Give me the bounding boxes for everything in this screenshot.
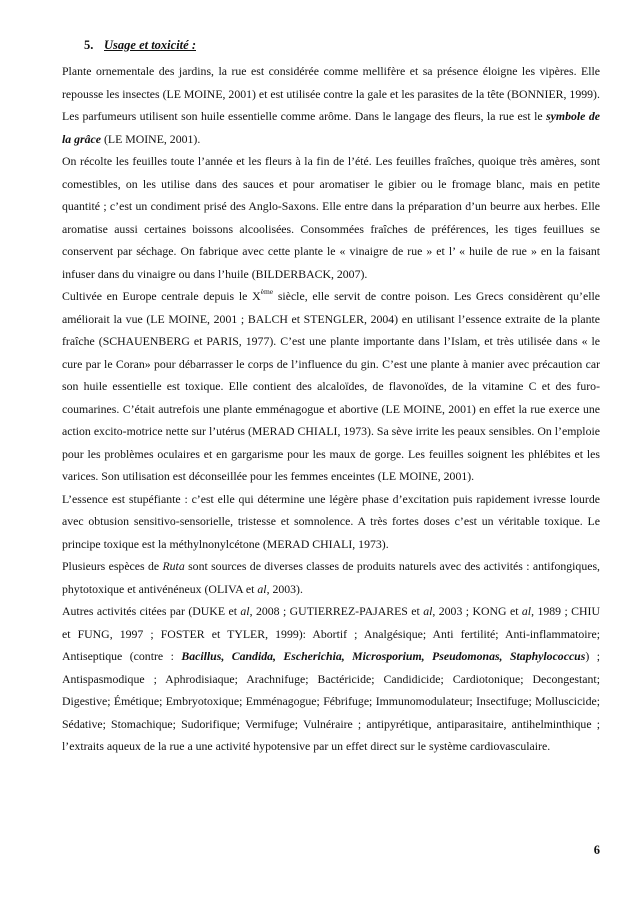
paragraph-text: Plusieurs espèces de — [62, 559, 163, 573]
italic-text: Ruta — [162, 559, 185, 573]
paragraph-text: , 2008 ; GUTIERREZ-PAJARES et — [249, 604, 424, 618]
paragraph-text: , 2003). — [266, 581, 303, 596]
paragraph-text: (LE MOINE, 2001). — [101, 131, 201, 146]
italic-text: al — [423, 604, 433, 618]
paragraph-perfume — [62, 105, 600, 150]
superscript: ème — [260, 287, 274, 296]
section-title: Usage et toxicité : — [104, 38, 196, 52]
bacteria-list: Bacillus, Candida, Escherichia, Microsporium, Pseudomonas, Staphylococcus — [181, 649, 586, 663]
section-heading — [84, 38, 196, 53]
emphasis-text: symbole de la grâce — [62, 109, 600, 146]
paragraph-text: , 1989 ; CHIU et FUNG, 1997 ; FOSTER et TYLER, 1999): Abortif ; Analgésique; Anti fertilité; Anti-inflammatoire; Antiseptique (contre : — [62, 604, 600, 663]
paragraph-text: Les parfumeurs utilisent son huile essentielle comme arôme. Dans le langage des fleurs, la rue est le — [62, 109, 547, 123]
paragraph-text: siècle, elle servit de contre poison. Les Grecs considèrent qu’elle améliorait la vue (LE MOINE, 2001 ; BALCH et STENGLER, 2004) en utilisant l’essence extraite de la plante fraîche (SCHAUENBERG et PARIS, 1977). C’est une plante importante dans l’Islam, et très utilisée dans « le cure par le Coran» pour débarrasser le corps de l’influence du gin. C’est une plante à manier avec précaution car son huile essentielle est toxique. Elle contient des alcaloïdes, de flavonoïdes, de la vitamine C et des furo-coumarines. C’était autrefois une plante emménagogue et abortive (LE MOINE, 2001) en effet la rue exerce une action excito-motrice nette sur l’utérus (MERAD CHIALI, 1973). Sa sève irrite les peaux sensibles. On l’emploie pour les problèmes oculaires et en gargarisme pour les maux de gorge. Les feuilles soignent les phlébites et les varices. Son utilisation est déconseillée pour les femmes enceintes (LE MOINE, 2001). — [62, 289, 600, 483]
italic-text: al — [257, 581, 267, 596]
paragraph-harvest: On récolte les feuilles toute l’année et les fleurs à la fin de l’été. Les feuilles fraîches, quoique très amères, sont comestibles, on les utilise dans des sauces et pour aromatiser le gibier ou le fromage blanc, mais en petite quantité ; c’est un condiment prisé des Anglo-Saxons. Elle entre dans la préparation d’un beurre aux herbes. Elle aromatise aussi certaines boissons alcoolisées. Consommées fraîches de préférences, les tiges feuillues se conservent par séchage. On fabrique avec cette plante le « vinaigre de rue » et l’ « huile de rue » en la faisant infuser dans du vinaigre ou dans l’huile (BILDERBACK, 2007). — [62, 154, 600, 281]
paragraph-usage: Plante ornementale des jardins, la rue est considérée comme mellifère et sa présence éloigne les vipères. Elle repousse les insectes (LE MOINE, 2001) et est utilisée contre la gale et les parasites de la tête (BONNIER, 1999). — [62, 64, 600, 101]
paragraph-text: , 2003 ; KONG et — [432, 604, 522, 618]
paragraph-activities — [62, 600, 600, 758]
paragraph-text: sont sources de diverses classes de produits naturels avec des activités : antifongiques, phytotoxique et antivénéneux (OLIVA et — [62, 559, 600, 596]
paragraph-text: Autres activités citées par (DUKE et — [62, 604, 241, 618]
section-number: 5. — [84, 38, 94, 52]
paragraph-species — [62, 555, 600, 600]
paragraph-history — [62, 285, 600, 488]
paragraph-text: ) ; Antispasmodique ; Aphrodisiaque; Arachnifuge; Bactéricide; Candidicide; Cardiotonique; Decongestant; Digestive; Émétique; Embryotoxique; Emménagogue; Fébrifuge; Immunomodulateur; Insectifuge; Molluscicide; Sédative; Stomachique; Sudorifique; Vermifuge; Vulnéraire ; antipyrétique, antiparasitaire, antihelminthique ; l’extraits aqueux de la rue a une activité hypotensive par un effet direct sur le système cardiovasculaire. — [62, 649, 600, 753]
body-text — [62, 60, 600, 758]
paragraph-text: Cultivée en Europe centrale depuis le X — [62, 289, 261, 303]
italic-text: al — [240, 604, 250, 618]
paragraph-essence: L’essence est stupéfiante : c’est elle qui détermine une légère phase d’excitation puis rapidement ivresse lourde avec obtusion sensitivo-sensorielle, tristesse et somnolence. A très fortes doses c’est un véritable toxique. Le principe toxique est la méthylnonylcétone (MERAD CHIALI, 1973). — [62, 491, 600, 551]
page-number: 6 — [593, 843, 600, 857]
italic-text: al — [521, 604, 532, 618]
